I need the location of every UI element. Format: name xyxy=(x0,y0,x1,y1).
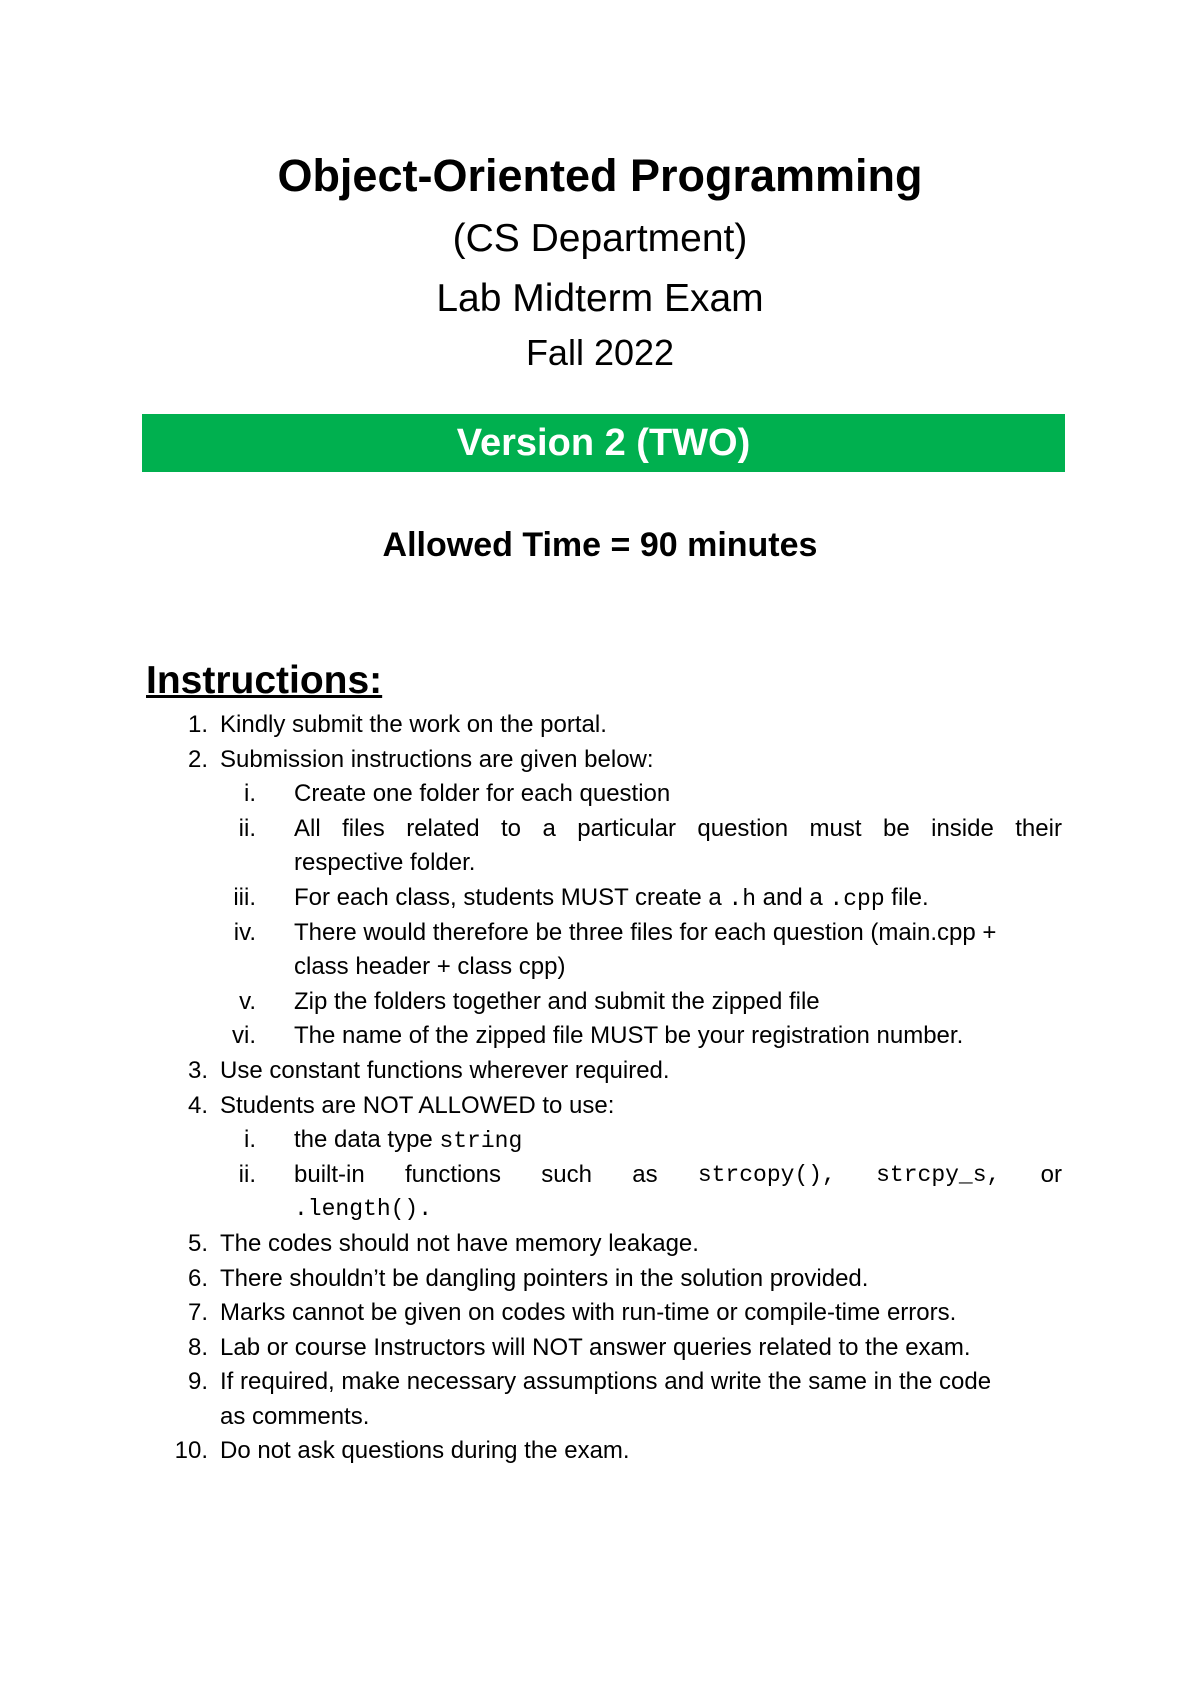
text-segment: For each class, students MUST create a xyxy=(294,883,729,911)
code-length: .length(). xyxy=(294,1196,433,1223)
item-text: If required, make necessary assumptions and write the same in the code xyxy=(220,1368,992,1396)
list-item xyxy=(0,1227,1200,1262)
word: functions xyxy=(404,1160,502,1188)
word: All xyxy=(294,814,321,842)
sub-item-number: v. xyxy=(239,987,256,1015)
list-item xyxy=(0,1434,1200,1469)
word: a xyxy=(542,814,556,842)
word: their xyxy=(1015,814,1062,842)
sub-list-item-continuation xyxy=(0,846,1200,881)
word: must xyxy=(809,814,862,842)
sub-item-text-justified xyxy=(294,1158,1062,1193)
item-text: There shouldn’t be dangling pointers in the solution provided. xyxy=(220,1264,869,1292)
sub-list-item xyxy=(0,1123,1200,1158)
word: such xyxy=(541,1160,592,1188)
item-text: The codes should not have memory leakage. xyxy=(220,1229,699,1257)
sub-item-number: ii. xyxy=(238,814,256,842)
word: question xyxy=(697,814,789,842)
item-text: as comments. xyxy=(220,1402,370,1430)
word: particular xyxy=(577,814,676,842)
list-item xyxy=(0,1331,1200,1366)
item-text: Do not ask questions during the exam. xyxy=(220,1437,630,1465)
word: files xyxy=(342,814,385,842)
list-item xyxy=(0,1296,1200,1331)
sub-list-item xyxy=(0,812,1200,847)
text-segment: the data type xyxy=(294,1126,440,1154)
list-item xyxy=(0,1054,1200,1089)
item-text: Use constant functions wherever required. xyxy=(220,1056,670,1084)
list-item xyxy=(0,1262,1200,1297)
code-strcopy: strcopy(), xyxy=(697,1161,836,1188)
sub-item-text: respective folder. xyxy=(294,849,476,877)
sub-list-item xyxy=(0,985,1200,1020)
department: (CS Department) xyxy=(452,217,748,260)
item-text: Lab or course Instructors will NOT answer queries related to the exam. xyxy=(220,1333,971,1361)
sub-item-number: ii. xyxy=(238,1160,256,1188)
sub-list-item-continuation xyxy=(0,950,1200,985)
sub-list-item xyxy=(0,881,1200,916)
item-number: 9. xyxy=(187,1368,208,1396)
sub-list-item xyxy=(0,916,1200,951)
sub-item-number: i. xyxy=(244,1126,256,1154)
sub-list-item xyxy=(0,777,1200,812)
item-text: Submission instructions are given below: xyxy=(220,745,654,773)
instructions-heading: Instructions: xyxy=(146,659,383,702)
list-item xyxy=(0,743,1200,778)
word: built-in xyxy=(294,1160,365,1188)
list-item-continuation xyxy=(0,1400,1200,1435)
list-item xyxy=(0,1089,1200,1124)
word: be xyxy=(882,814,910,842)
word: to xyxy=(501,814,522,842)
item-number: 7. xyxy=(187,1299,208,1327)
item-text: Kindly submit the work on the portal. xyxy=(220,711,607,738)
item-number: 3. xyxy=(187,1056,208,1084)
sub-item-text: The name of the zipped file MUST be your registration number. xyxy=(294,1022,964,1050)
exam-name: Lab Midterm Exam xyxy=(436,277,764,320)
item-number: 2. xyxy=(187,745,208,773)
course-title: Object-Oriented Programming xyxy=(277,150,923,201)
exam-term: Fall 2022 xyxy=(525,332,675,373)
sub-item-text: class header + class cpp) xyxy=(294,953,566,981)
word: related xyxy=(406,814,480,842)
word: inside xyxy=(931,814,994,842)
item-number: 4. xyxy=(187,1091,208,1119)
code-h-extension: .h xyxy=(728,885,757,912)
item-number: 1. xyxy=(187,711,208,738)
sub-item-text-justified xyxy=(294,812,1062,847)
version-banner xyxy=(142,414,1065,472)
item-text: Students are NOT ALLOWED to use: xyxy=(220,1091,615,1119)
sub-item-number: iv. xyxy=(233,918,256,946)
item-number: 5. xyxy=(187,1229,208,1257)
sub-list-item xyxy=(0,1158,1200,1193)
item-number: 8. xyxy=(187,1333,208,1361)
sub-item-text: Create one folder for each question xyxy=(294,780,671,808)
allowed-time: Allowed Time = 90 minutes xyxy=(382,526,818,564)
word: as xyxy=(632,1160,658,1188)
sub-item-text: There would therefore be three files for each question (main.cpp + xyxy=(294,918,997,946)
sub-item-text xyxy=(294,881,1062,917)
code-cpp-extension: .cpp xyxy=(829,885,885,912)
text-segment: and a xyxy=(756,883,830,911)
sub-item-number: vi. xyxy=(232,1022,256,1050)
sub-item-text: Zip the folders together and submit the zipped file xyxy=(294,987,820,1015)
sub-list-item xyxy=(0,1019,1200,1054)
instructions-list xyxy=(0,708,1200,1469)
sub-item-number: iii. xyxy=(233,883,256,911)
version-label: Version 2 (TWO) xyxy=(456,422,751,464)
item-number: 6. xyxy=(187,1264,208,1292)
sub-item-text xyxy=(294,1123,1062,1159)
code-strcpy-s: strcpy_s, xyxy=(876,1161,1001,1188)
list-item xyxy=(0,708,1200,743)
sub-item-number: i. xyxy=(244,780,256,808)
item-text: Marks cannot be given on codes with run-time or compile-time errors. xyxy=(220,1299,957,1327)
list-item xyxy=(0,1365,1200,1400)
item-number: 10. xyxy=(174,1437,208,1465)
word: or xyxy=(1040,1160,1062,1188)
code-string-type: string xyxy=(439,1128,523,1155)
text-segment: file. xyxy=(884,883,929,911)
sub-list-item-continuation xyxy=(0,1192,1200,1227)
